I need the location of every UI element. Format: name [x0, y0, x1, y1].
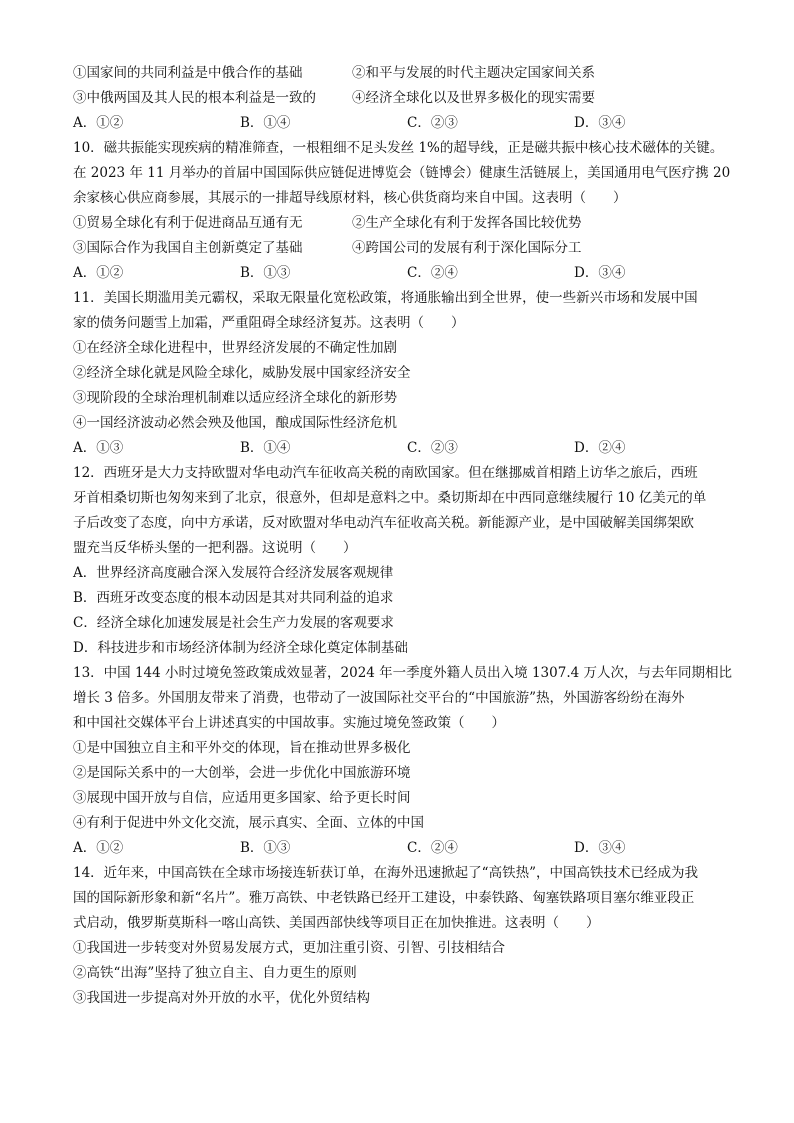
q9-statement-3: ③中俄两国及其人民的根本利益是一致的 [73, 90, 316, 106]
q10-statement-2: ②生产全球化有利于发挥各国比较优势 [352, 215, 582, 231]
q11-statement-1: ①在经济全球化进程中，世界经济发展的不确定性加剧 [73, 340, 397, 356]
q9-statement-4: ④经济全球化以及世界多极化的现实需要 [352, 90, 595, 106]
q10-statement-4: ④跨国公司的发展有利于深化国际分工 [352, 240, 582, 256]
q9-option-a: A．①② [73, 115, 124, 131]
q10-stem-line-3: 余家核心供应商参展，其展示的一排超导线原材料，核心供货商均来自中国。这表明（ ） [73, 190, 627, 206]
q13-option-a: A．①② [73, 840, 124, 856]
q13-statement-2: ②是国际关系中的一大创举，会进一步优化中国旅游环境 [73, 765, 411, 781]
q13-option-d: D．③④ [574, 840, 626, 856]
q11-option-d: D．②④ [574, 440, 626, 456]
q14-stem-line-2: 国的国际新形象和新“名片”。雅万高铁、中老铁路已经开工建设，中泰铁路、匈塞铁路项目塞尔维亚段正 [73, 890, 695, 906]
q13-statement-4: ④有利于促进中外文化交流，展示真实、全面、立体的中国 [73, 815, 424, 831]
q12-choice-a: A．世界经济高度融合深入发展符合经济发展客观规律 [73, 565, 394, 581]
q11-statement-3: ③现阶段的全球治理机制难以适应经济全球化的新形势 [73, 390, 397, 406]
q12-stem-line-1: 12．西班牙是大力支持欧盟对华电动汽车征收高关税的南欧国家。但在继挪威首相踏上访华之旅后，西班 [73, 465, 698, 481]
q12-stem-line-4: 盟充当反华桥头堡的一把利器。这说明（ ） [73, 540, 357, 556]
q10-stem-line-1: 10．磁共振能实现疾病的精准筛查，一根粗细不足头发丝 1%的超导线，正是磁共振中核心技术磁体的关键。 [73, 140, 724, 156]
q9-option-c: C．②③ [407, 115, 458, 131]
q9-option-b: B．①④ [240, 115, 291, 131]
q14-stem-line-3: 式启动，俄罗斯莫斯科一喀山高铁、美国西部快线等项目正在加快推进。这表明（ ） [73, 915, 600, 931]
q14-stem-line-1: 14．近年来，中国高铁在全球市场接连斩获订单，在海外迅速掀起了“高铁热”，中国高铁技术已经成为我 [73, 865, 698, 881]
q12-choice-d: D．科技进步和市场经济体制为经济全球化奠定体制基础 [73, 640, 408, 656]
q13-option-b: B．①③ [240, 840, 291, 856]
q10-stem-line-2: 在 2023 年 11 月举办的首届中国国际供应链促进博览会（链博会）健康生活链展上，美国通用电气医疗携 20 [73, 165, 731, 181]
q9-statement-2: ②和平与发展的时代主题决定国家间关系 [352, 65, 595, 81]
q9-statement-1: ①国家间的共同利益是中俄合作的基础 [73, 65, 303, 81]
q10-option-d: D．③④ [574, 265, 626, 281]
q11-statement-2: ②经济全球化就是风险全球化，威胁发展中国家经济安全 [73, 365, 411, 381]
q14-statement-2: ②高铁“出海”坚持了独立自主、自力更生的原则 [73, 965, 357, 981]
q12-stem-line-3: 子后改变了态度，向中方承诺，反对欧盟对华电动汽车征收高关税。新能源产业，是中国破解美国绑架欧 [73, 515, 694, 531]
q10-option-a: A．①② [73, 265, 124, 281]
q10-option-b: B．①③ [240, 265, 291, 281]
q11-statement-4: ④一国经济波动必然会殃及他国，酿成国际性经济危机 [73, 415, 397, 431]
q11-option-b: B．①④ [240, 440, 291, 456]
q13-option-c: C．②④ [407, 840, 458, 856]
q12-stem-line-2: 牙首相桑切斯也匆匆来到了北京，很意外，但却是意料之中。桑切斯却在中西同意继续履行 10 亿美元的单 [73, 490, 707, 506]
q13-stem-line-1: 13．中国 144 小时过境免签政策成效显著，2024 年一季度外籍人员出入境 1307.4 万人次，与去年同期相比 [73, 665, 732, 681]
q11-option-a: A．①③ [73, 440, 124, 456]
q10-option-c: C．②④ [407, 265, 458, 281]
q9-option-d: D．③④ [574, 115, 626, 131]
q12-choice-b: B．西班牙改变态度的根本动因是其对共同利益的追求 [73, 590, 394, 606]
q14-statement-1: ①我国进一步转变对外贸易发展方式，更加注重引资、引智、引技相结合 [73, 940, 505, 956]
q13-statement-1: ①是中国独立自主和平外交的体现，旨在推动世界多极化 [73, 740, 411, 756]
q10-statement-3: ③国际合作为我国自主创新奠定了基础 [73, 240, 303, 256]
q12-choice-c: C．经济全球化加速发展是社会生产力发展的客观要求 [73, 615, 394, 631]
q13-stem-line-3: 和中国社交媒体平台上讲述真实的中国故事。实施过境免签政策（ ） [73, 715, 505, 731]
q11-stem-line-1: 11．美国长期滥用美元霸权，采取无限量化宽松政策，将通胀输出到全世界，使一些新兴市场和发展中国 [73, 290, 698, 306]
q11-option-c: C．②③ [407, 440, 458, 456]
q10-statement-1: ①贸易全球化有利于促进商品互通有无 [73, 215, 303, 231]
q13-stem-line-2: 增长 3 倍多。外国朋友带来了消费，也带动了一波国际社交平台的“中国旅游”热，外国游客纷纷在海外 [73, 690, 685, 706]
q13-statement-3: ③展现中国开放与自信，应适用更多国家、给予更长时间 [73, 790, 411, 806]
q14-statement-3: ③我国进一步提高对外开放的水平，优化外贸结构 [73, 990, 370, 1006]
q11-stem-line-2: 家的债务问题雪上加霜，严重阻碍全球经济复苏。这表明（ ） [73, 315, 465, 331]
